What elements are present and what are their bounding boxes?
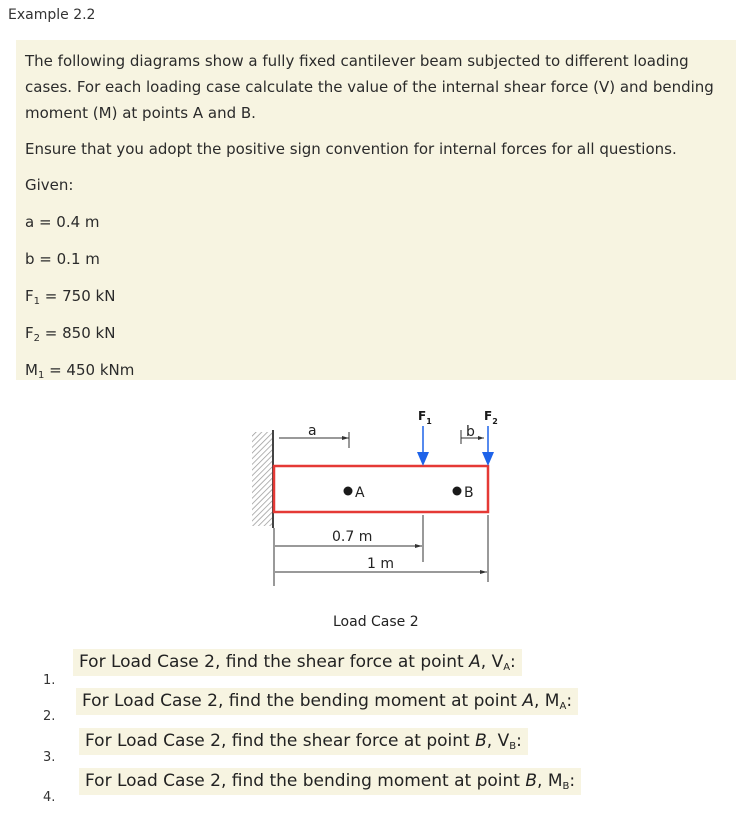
f1-value: = 750 kN	[40, 287, 116, 305]
m1-value: = 450 kNm	[44, 361, 135, 379]
f1-subscript: 1	[33, 296, 41, 307]
question-number: 3.	[43, 750, 56, 765]
problem-panel	[16, 40, 736, 380]
question-2	[76, 688, 578, 715]
question-tail: :	[510, 652, 516, 672]
sign-convention-text: Ensure that you adopt the positive sign convention for internal forces for all questions.	[25, 140, 677, 158]
force2-arrow-icon	[482, 452, 494, 466]
intro-text: The following diagrams show a fully fixed cantilever beam subjected to different loading cases. For each loading case calculate the value of the internal shear force (V) and bending moment (M) at points A and B.	[25, 52, 714, 122]
point-a-label: A	[355, 485, 365, 501]
question-subscript: A	[503, 662, 511, 673]
given-f2	[25, 323, 728, 343]
question-subscript: B	[562, 781, 570, 792]
given-label: Given:	[25, 176, 74, 194]
dim-b-label: b	[466, 424, 475, 440]
question-text: For Load Case 2, find the shear force at point	[79, 652, 470, 672]
force1-label	[418, 409, 432, 426]
dim-b-arrowhead	[478, 436, 484, 440]
question-point: A	[469, 652, 481, 672]
fixed-support	[252, 432, 272, 526]
question-text: For Load Case 2, find the bending moment at point	[85, 771, 526, 791]
f2-symbol: F	[25, 324, 34, 342]
question-tail: :	[516, 731, 522, 751]
dim-07-label: 0.7 m	[332, 529, 373, 545]
given-a: a = 0.4 m	[25, 213, 100, 231]
question-subscript: A	[559, 701, 567, 712]
force2-symbol: F	[484, 409, 493, 423]
question-tail: :	[566, 691, 573, 711]
question-number: 4.	[43, 790, 56, 805]
cantilever-beam-diagram	[248, 400, 508, 590]
f2-value: = 850 kN	[40, 324, 116, 342]
question-symbol: , M	[533, 691, 560, 711]
force1-arrow-icon	[417, 452, 429, 466]
f1-symbol: F	[25, 287, 34, 305]
dim-1-arrowhead	[480, 570, 487, 574]
question-point: A	[522, 691, 534, 711]
force2-subscript: 2	[492, 417, 498, 426]
question-point: B	[475, 731, 487, 751]
question-3	[79, 728, 528, 755]
dim-a-arrowhead	[342, 436, 349, 440]
question-number: 1.	[43, 673, 56, 688]
question-symbol: , M	[537, 771, 563, 791]
dim-1-label: 1 m	[367, 556, 394, 572]
question-tail: :	[569, 771, 576, 791]
question-1	[73, 649, 522, 676]
question-subscript: B	[509, 741, 517, 752]
m1-subscript: 1	[37, 370, 45, 381]
m1-symbol: M	[25, 361, 38, 379]
question-text: For Load Case 2, find the bending moment at point	[82, 691, 523, 711]
question-point: B	[525, 771, 538, 791]
point-b-marker	[453, 487, 462, 496]
point-b-label: B	[464, 485, 474, 501]
load-case-caption: Load Case 2	[333, 614, 419, 630]
question-number: 2.	[43, 709, 56, 724]
force1-subscript: 1	[426, 417, 432, 426]
question-symbol: , V	[480, 652, 504, 672]
force2-label	[484, 409, 498, 426]
point-a-marker	[344, 487, 353, 496]
example-title: Example 2.2	[8, 7, 96, 23]
dim-07-arrowhead	[415, 544, 422, 548]
force1-symbol: F	[418, 409, 427, 423]
dim-a-label: a	[308, 423, 317, 439]
given-f1	[25, 286, 728, 306]
question-text: For Load Case 2, find the shear force at point	[85, 731, 476, 751]
question-symbol: , V	[486, 731, 510, 751]
f2-subscript: 2	[33, 333, 41, 344]
given-b: b = 0.1 m	[25, 250, 100, 268]
given-m1	[25, 360, 728, 380]
question-4	[79, 768, 581, 795]
